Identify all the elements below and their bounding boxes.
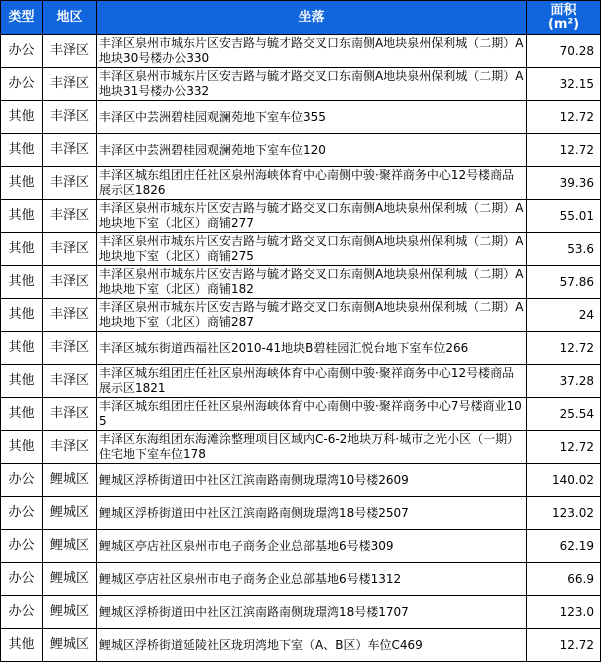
table-row (1, 596, 601, 629)
cell-type: 办公 (1, 464, 43, 497)
cell-location: 丰泽区城东组团庄任社区泉州海峡体育中心南侧中骏·聚祥商务中心7号楼商业105 (97, 398, 527, 431)
cell-area: 55.01 (527, 200, 601, 233)
cell-location: 丰泽区东海组团东海滩涂整理项目区域内C-6-2地块万科·城市之光小区（一期）住宅地下室车位178 (97, 431, 527, 464)
cell-area: 12.72 (527, 629, 601, 662)
cell-location: 鲤城区浮桥街道田中社区江滨南路南侧珑璟湾18号楼2507 (97, 497, 527, 530)
cell-area: 57.86 (527, 266, 601, 299)
cell-type: 其他 (1, 134, 43, 167)
cell-location: 丰泽区泉州市城东片区安吉路与毓才路交叉口东南侧A地块泉州保利城（二期）A地块31号楼办公332 (97, 68, 527, 101)
cell-area: 12.72 (527, 101, 601, 134)
header-area (527, 1, 601, 35)
cell-area: 39.36 (527, 167, 601, 200)
header-area-label: 面积 (550, 2, 577, 18)
table-row (1, 365, 601, 398)
table-row (1, 299, 601, 332)
cell-area: 12.72 (527, 332, 601, 365)
cell-district: 鲤城区 (43, 563, 97, 596)
cell-district: 丰泽区 (43, 398, 97, 431)
cell-area: 37.28 (527, 365, 601, 398)
cell-location: 鲤城区浮桥街道田中社区江滨南路南侧珑璟湾10号楼2609 (97, 464, 527, 497)
cell-area: 12.72 (527, 134, 601, 167)
table-header (1, 1, 601, 35)
table-row (1, 134, 601, 167)
cell-type: 办公 (1, 35, 43, 68)
table-row (1, 332, 601, 365)
cell-area: 24 (527, 299, 601, 332)
cell-area: 123.0 (527, 596, 601, 629)
cell-district: 丰泽区 (43, 233, 97, 266)
cell-type: 办公 (1, 563, 43, 596)
cell-district: 丰泽区 (43, 101, 97, 134)
cell-type: 办公 (1, 497, 43, 530)
cell-area: 25.54 (527, 398, 601, 431)
cell-area: 70.28 (527, 35, 601, 68)
cell-location: 丰泽区泉州市城东片区安吉路与毓才路交叉口东南侧A地块泉州保利城（二期）A地块30号楼办公330 (97, 35, 527, 68)
cell-location: 丰泽区泉州市城东片区安吉路与毓才路交叉口东南侧A地块泉州保利城（二期）A地块地下室（北区）商铺275 (97, 233, 527, 266)
table-row (1, 464, 601, 497)
cell-location: 丰泽区城东组团庄任社区泉州海峡体育中心南侧中骏·聚祥商务中心12号楼商品展示区1821 (97, 365, 527, 398)
table-row (1, 233, 601, 266)
table-body (1, 35, 601, 662)
cell-district: 丰泽区 (43, 35, 97, 68)
cell-type: 其他 (1, 167, 43, 200)
table-row (1, 530, 601, 563)
table-row (1, 167, 601, 200)
cell-district: 鲤城区 (43, 464, 97, 497)
cell-type: 办公 (1, 596, 43, 629)
cell-type: 其他 (1, 332, 43, 365)
header-location: 坐落 (97, 1, 527, 35)
cell-district: 鲤城区 (43, 629, 97, 662)
cell-district: 丰泽区 (43, 134, 97, 167)
cell-type: 办公 (1, 68, 43, 101)
cell-type: 其他 (1, 365, 43, 398)
cell-area: 140.02 (527, 464, 601, 497)
cell-type: 其他 (1, 266, 43, 299)
cell-district: 丰泽区 (43, 332, 97, 365)
cell-location: 丰泽区泉州市城东片区安吉路与毓才路交叉口东南侧A地块泉州保利城（二期）A地块地下室（北区）商铺182 (97, 266, 527, 299)
cell-location: 丰泽区城东组团庄任社区泉州海峡体育中心南侧中骏·聚祥商务中心12号楼商品展示区1826 (97, 167, 527, 200)
cell-district: 丰泽区 (43, 365, 97, 398)
cell-location: 鲤城区亭店社区泉州市电子商务企业总部基地6号楼309 (97, 530, 527, 563)
table-row (1, 35, 601, 68)
cell-type: 办公 (1, 530, 43, 563)
cell-district: 鲤城区 (43, 530, 97, 563)
cell-location: 丰泽区中芸洲碧桂园观澜苑地下室车位120 (97, 134, 527, 167)
table-row (1, 497, 601, 530)
cell-type: 其他 (1, 299, 43, 332)
cell-district: 丰泽区 (43, 200, 97, 233)
table-row (1, 431, 601, 464)
table-row (1, 101, 601, 134)
table-row (1, 266, 601, 299)
cell-area: 66.9 (527, 563, 601, 596)
cell-district: 鲤城区 (43, 497, 97, 530)
cell-location: 丰泽区中芸洲碧桂园观澜苑地下室车位355 (97, 101, 527, 134)
cell-type: 其他 (1, 431, 43, 464)
table-row (1, 629, 601, 662)
cell-area: 12.72 (527, 431, 601, 464)
header-district: 地区 (43, 1, 97, 35)
cell-type: 其他 (1, 101, 43, 134)
cell-type: 其他 (1, 233, 43, 266)
cell-district: 丰泽区 (43, 167, 97, 200)
cell-location: 鲤城区浮桥街道田中社区江滨南路南侧珑璟湾18号楼1707 (97, 596, 527, 629)
table-row (1, 200, 601, 233)
cell-area: 32.15 (527, 68, 601, 101)
cell-type: 其他 (1, 200, 43, 233)
cell-district: 丰泽区 (43, 266, 97, 299)
cell-area: 123.02 (527, 497, 601, 530)
cell-district: 鲤城区 (43, 596, 97, 629)
table-row (1, 68, 601, 101)
table-row (1, 563, 601, 596)
cell-district: 丰泽区 (43, 68, 97, 101)
cell-area: 53.6 (527, 233, 601, 266)
header-area-unit: (m²) (547, 16, 580, 32)
cell-area: 62.19 (527, 530, 601, 563)
cell-type: 其他 (1, 398, 43, 431)
cell-location: 鲤城区浮桥街道延陵社区珑玥湾地下室（A、B区）车位C469 (97, 629, 527, 662)
cell-type: 其他 (1, 629, 43, 662)
cell-district: 丰泽区 (43, 431, 97, 464)
header-type: 类型 (1, 1, 43, 35)
cell-location: 鲤城区亭店社区泉州市电子商务企业总部基地6号楼1312 (97, 563, 527, 596)
cell-location: 丰泽区泉州市城东片区安吉路与毓才路交叉口东南侧A地块泉州保利城（二期）A地块地下室（北区）商铺287 (97, 299, 527, 332)
cell-district: 丰泽区 (43, 299, 97, 332)
table-row (1, 398, 601, 431)
cell-location: 丰泽区泉州市城东片区安吉路与毓才路交叉口东南侧A地块泉州保利城（二期）A地块地下室（北区）商铺277 (97, 200, 527, 233)
cell-location: 丰泽区城东街道西福社区2010-41地块B碧桂园汇悦台地下室车位266 (97, 332, 527, 365)
